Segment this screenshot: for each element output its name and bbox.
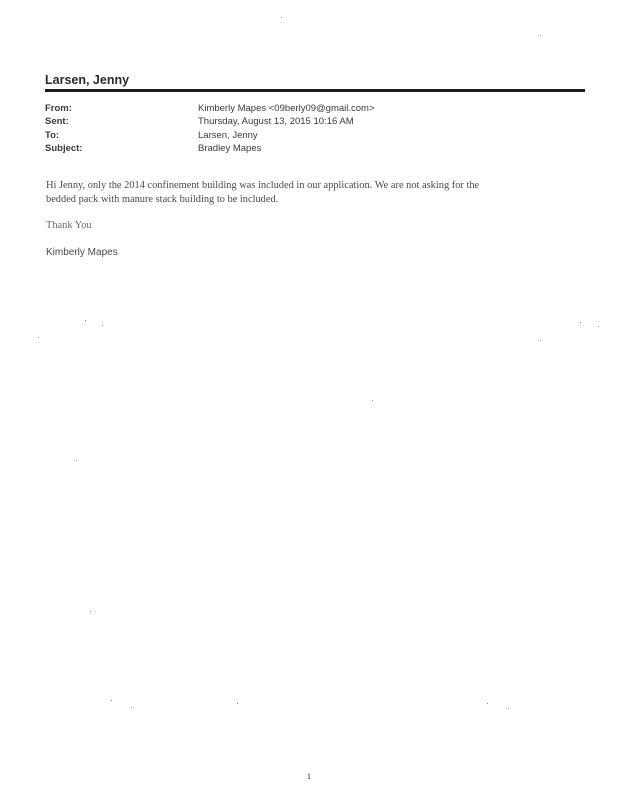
from-row xyxy=(45,102,375,115)
scan-speck xyxy=(598,326,599,327)
body-line-1: Hi Jenny, only the 2014 confinement building was included in our application. We are not asking for the xyxy=(46,180,480,191)
sent-label: Sent: xyxy=(45,116,69,128)
subject-row xyxy=(45,142,375,155)
to-label: To: xyxy=(45,129,60,141)
signature: Kimberly Mapes xyxy=(46,247,118,258)
scan-speck xyxy=(580,322,581,323)
sender-name: Larsen, Jenny xyxy=(45,73,130,87)
scan-speck xyxy=(131,707,132,708)
scan-speck xyxy=(540,340,541,341)
sent-row xyxy=(45,115,375,128)
scan-speck xyxy=(85,320,86,321)
sent-value: Thursday, August 13, 2015 10:16 AM xyxy=(198,116,354,128)
scan-speck xyxy=(487,703,488,704)
scan-speck xyxy=(237,703,238,704)
scan-speck xyxy=(281,17,282,18)
scan-speck xyxy=(102,325,103,326)
scan-speck xyxy=(508,708,509,709)
closing-text: Thank You xyxy=(46,220,92,231)
email-header-fields xyxy=(45,102,375,156)
page-number: 1 xyxy=(306,771,312,781)
from-value: Kimberly Mapes <09berly09@gmail.com> xyxy=(198,103,375,114)
subject-value: Bradley Mapes xyxy=(198,143,262,155)
scan-speck xyxy=(372,400,373,401)
subject-label: Subject: xyxy=(45,143,83,155)
scan-speck xyxy=(76,460,77,461)
scan-speck xyxy=(540,35,541,36)
message-body xyxy=(46,179,566,206)
header-divider xyxy=(45,89,585,92)
to-value: Larsen, Jenny xyxy=(198,129,258,141)
from-label: From: xyxy=(45,103,72,114)
to-row xyxy=(45,129,375,142)
scan-speck xyxy=(90,611,91,612)
scan-speck xyxy=(111,700,112,701)
scan-speck xyxy=(38,337,39,338)
body-line-2: bedded pack with manure stack building to be included. xyxy=(46,193,279,205)
